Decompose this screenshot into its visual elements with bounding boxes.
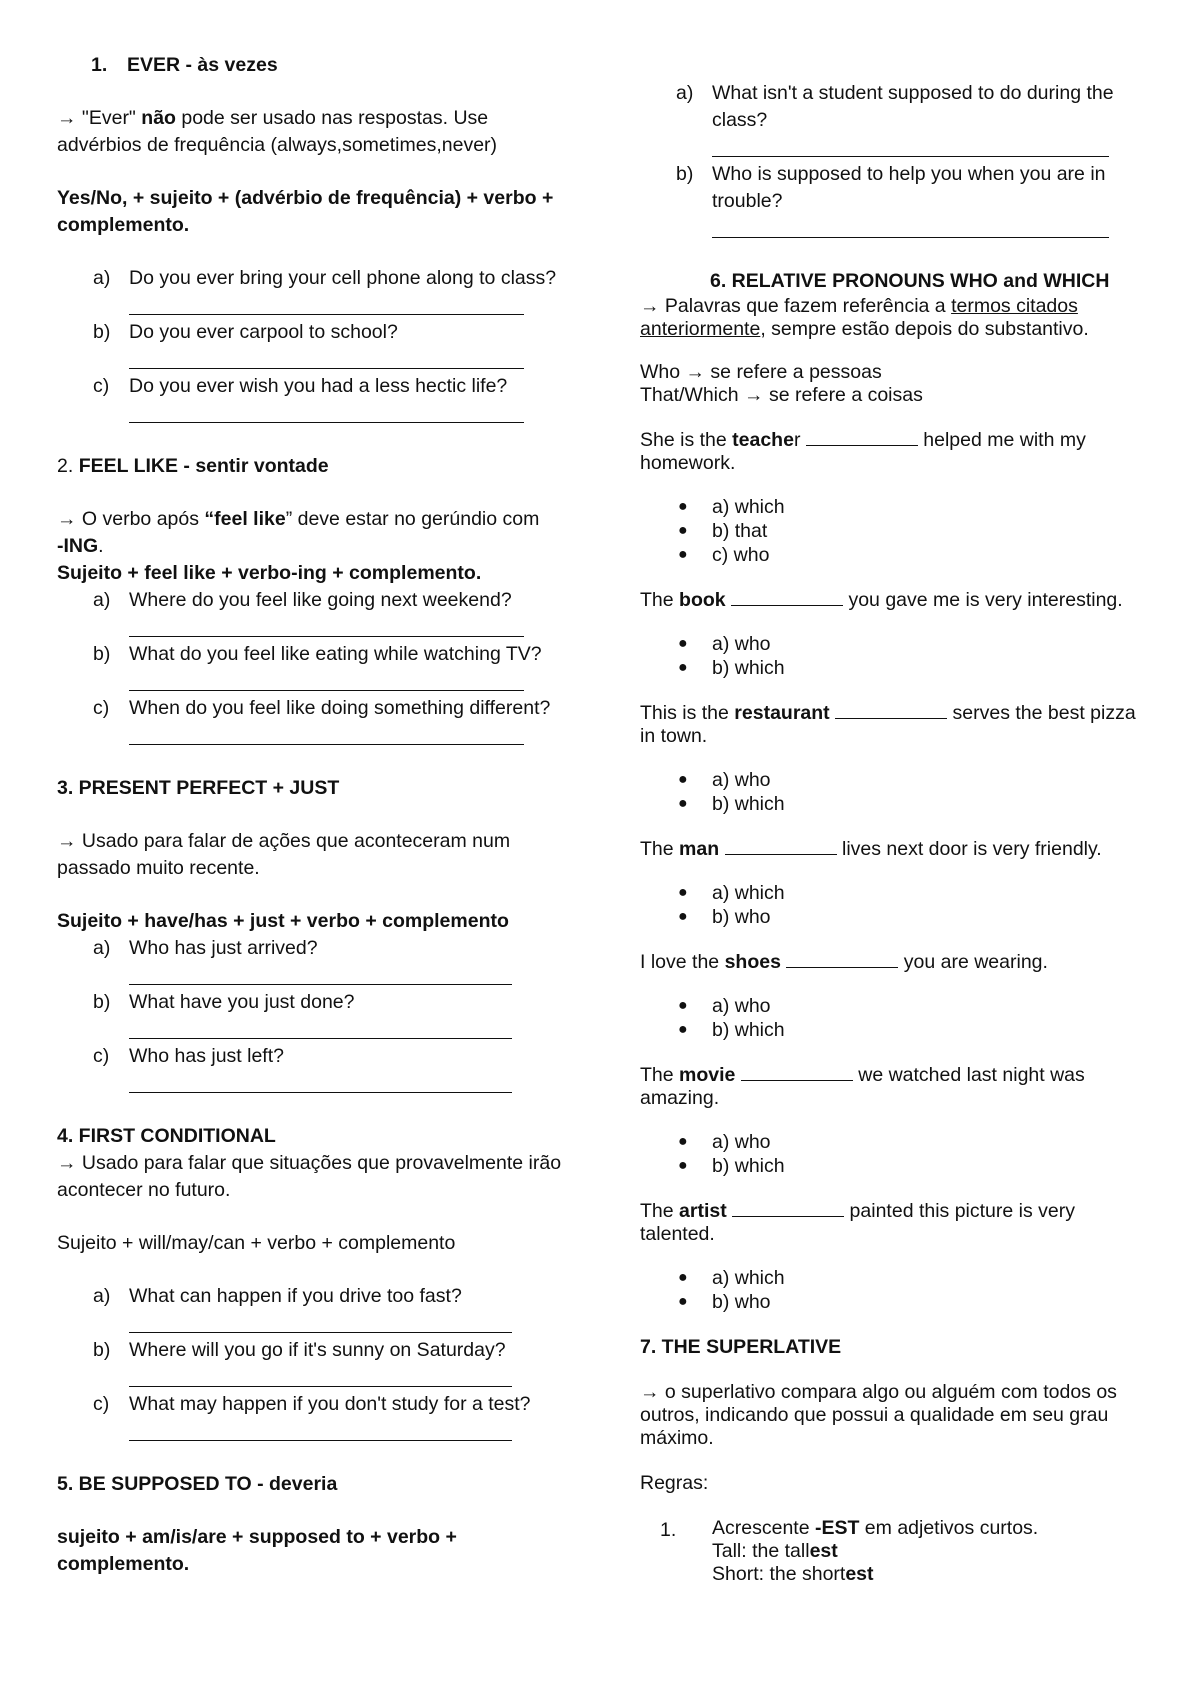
answer-line[interactable] [129,614,524,637]
answer-line[interactable] [129,400,524,423]
option-item[interactable]: ● a) which [678,496,785,518]
option-item[interactable]: ● a) who [678,995,771,1017]
section-6-explanation: → Palavras que fazem referência a termos citados anteriormente, sempre estão depois do substantivo. [640,295,1089,340]
question-item: a) Where do you feel like going next weekend? [93,587,577,641]
question-item: c) Do you ever wish you had a less hectic life? [93,373,577,427]
option-item[interactable]: ● b) which [678,793,785,815]
exercise-sentence: The book you gave me is very interesting. [640,589,1123,611]
option-item[interactable]: ● b) which [678,657,785,679]
section-5-heading: 5. BE SUPPOSED TO - deveria [57,1473,338,1495]
answer-line[interactable] [129,1070,512,1093]
option-item[interactable]: ● b) who [678,1291,771,1313]
option-item[interactable]: ● a) who [678,769,771,791]
section-1-number: 1. [91,54,108,76]
option-item[interactable]: ● b) who [678,906,771,928]
question-item: b) Who is supposed to help you when you are in trouble? [676,161,1140,242]
section-1-questions [57,265,577,427]
answer-line[interactable] [712,215,1109,238]
section-1-explanation: → "Ever" não pode ser usado nas respostas. Use advérbios de frequência (always,sometimes,never) [57,107,498,156]
question-item: a) What can happen if you drive too fast? [93,1283,577,1337]
right-column [640,80,1140,1586]
exercise-sentence: She is the teacher helped me with my homework. [640,429,1086,474]
section-4-heading: 4. FIRST CONDITIONAL [57,1125,276,1147]
option-item[interactable]: ● a) which [678,1267,785,1289]
question-item: b) Where will you go if it's sunny on Saturday? [93,1337,577,1391]
answer-line[interactable] [712,134,1109,157]
question-item: c) What may happen if you don't study for a test? [93,1391,577,1445]
answer-line[interactable] [129,1418,512,1441]
question-item: b) What have you just done? [93,989,577,1043]
section-1-title: EVER - às vezes [127,54,278,76]
answer-line[interactable] [129,1310,512,1333]
answer-line[interactable] [129,1016,512,1039]
fill-blank[interactable] [806,427,918,446]
question-item: b) Do you ever carpool to school? [93,319,577,373]
exercise-item [640,1062,1140,1198]
exercise-item [640,949,1140,1062]
option-item[interactable]: ● b) which [678,1155,785,1177]
question-item: a) Do you ever bring your cell phone along to class? [93,265,577,319]
question-item: b) What do you feel like eating while watching TV? [93,641,577,695]
section-5-questions [640,80,1140,242]
exercise-sentence: I love the shoes you are wearing. [640,951,1048,973]
question-item: c) When do you feel like doing something different? [93,695,577,749]
exercise-item [640,427,1140,587]
answer-line[interactable] [129,292,524,315]
question-item: a) Who has just arrived? [93,935,577,989]
left-column [57,52,577,1578]
option-item[interactable]: ● b) that [678,520,768,542]
answer-line[interactable] [129,722,524,745]
option-item[interactable]: ● c) who [678,544,770,566]
section-4-formula: Sujeito + will/may/can + verbo + complemento [57,1232,456,1254]
superlative-rule-1: 1. Acrescente -EST em adjetivos curtos. Tall: the tallest Short: the shortest [660,1517,1039,1585]
answer-line[interactable] [129,668,524,691]
option-item[interactable]: ● a) who [678,633,771,655]
section-7-explanation: → o superlativo compara algo ou alguém com todos os outros, indicando que possui a qualidade em seu grau máximo. [640,1381,1117,1449]
answer-line[interactable] [129,346,524,369]
section-6-which-rule: That/Which → se refere a coisas [640,384,923,406]
section-4-questions [57,1283,577,1445]
fill-blank[interactable] [731,587,843,606]
exercise-sentence: The artist painted this picture is very talented. [640,1200,1075,1245]
section-1-formula: Yes/No, + sujeito + (advérbio de frequência) + verbo + complemento. [57,187,554,236]
fill-blank[interactable] [725,836,837,855]
exercise-item [640,836,1140,949]
exercise-item [640,1198,1140,1334]
section-1-heading [57,52,577,79]
section-4-explanation: → Usado para falar que situações que provavelmente irão acontecer no futuro. [57,1152,562,1201]
option-item[interactable]: ● b) which [678,1019,785,1041]
exercise-sentence: The man lives next door is very friendly. [640,838,1102,860]
option-item[interactable]: ● a) who [678,1131,771,1153]
section-7-rules-label: Regras: [640,1472,709,1494]
section-2-formula: Sujeito + feel like + verbo-ing + complemento. [57,562,482,584]
section-6-who-rule: Who → se refere a pessoas [640,361,882,383]
exercise-sentence: The movie we watched last night was amazing. [640,1064,1085,1109]
question-item: a) What isn't a student supposed to do during the class? [676,80,1140,161]
answer-line[interactable] [129,1364,512,1387]
section-2-heading: 2. FEEL LIKE - sentir vontade [57,455,329,477]
answer-line[interactable] [129,962,512,985]
section-5-formula: sujeito + am/is/are + supposed to + verbo + complemento. [57,1526,457,1575]
question-item: c) Who has just left? [93,1043,577,1097]
section-3-formula: Sujeito + have/has + just + verbo + complemento [57,910,509,932]
section-2-explanation: → O verbo após “feel like” deve estar no gerúndio com -ING. [57,508,540,557]
section-7-heading: 7. THE SUPERLATIVE [640,1336,842,1358]
fill-blank[interactable] [786,949,898,968]
section-3-questions [57,935,577,1097]
section-6-heading: 6. RELATIVE PRONOUNS WHO and WHICH [710,270,1110,292]
exercise-sentence: This is the restaurant serves the best pizza in town. [640,702,1136,747]
option-item[interactable]: ● a) which [678,882,785,904]
fill-blank[interactable] [732,1198,844,1217]
exercise-item [640,700,1140,836]
fill-blank[interactable] [741,1062,853,1081]
relative-pronoun-exercise [640,427,1140,1334]
exercise-item [640,587,1140,700]
section-3-explanation: → Usado para falar de ações que aconteceram num passado muito recente. [57,830,511,879]
section-2-questions [57,587,577,749]
fill-blank[interactable] [835,700,947,719]
section-3-heading: 3. PRESENT PERFECT + JUST [57,777,340,799]
